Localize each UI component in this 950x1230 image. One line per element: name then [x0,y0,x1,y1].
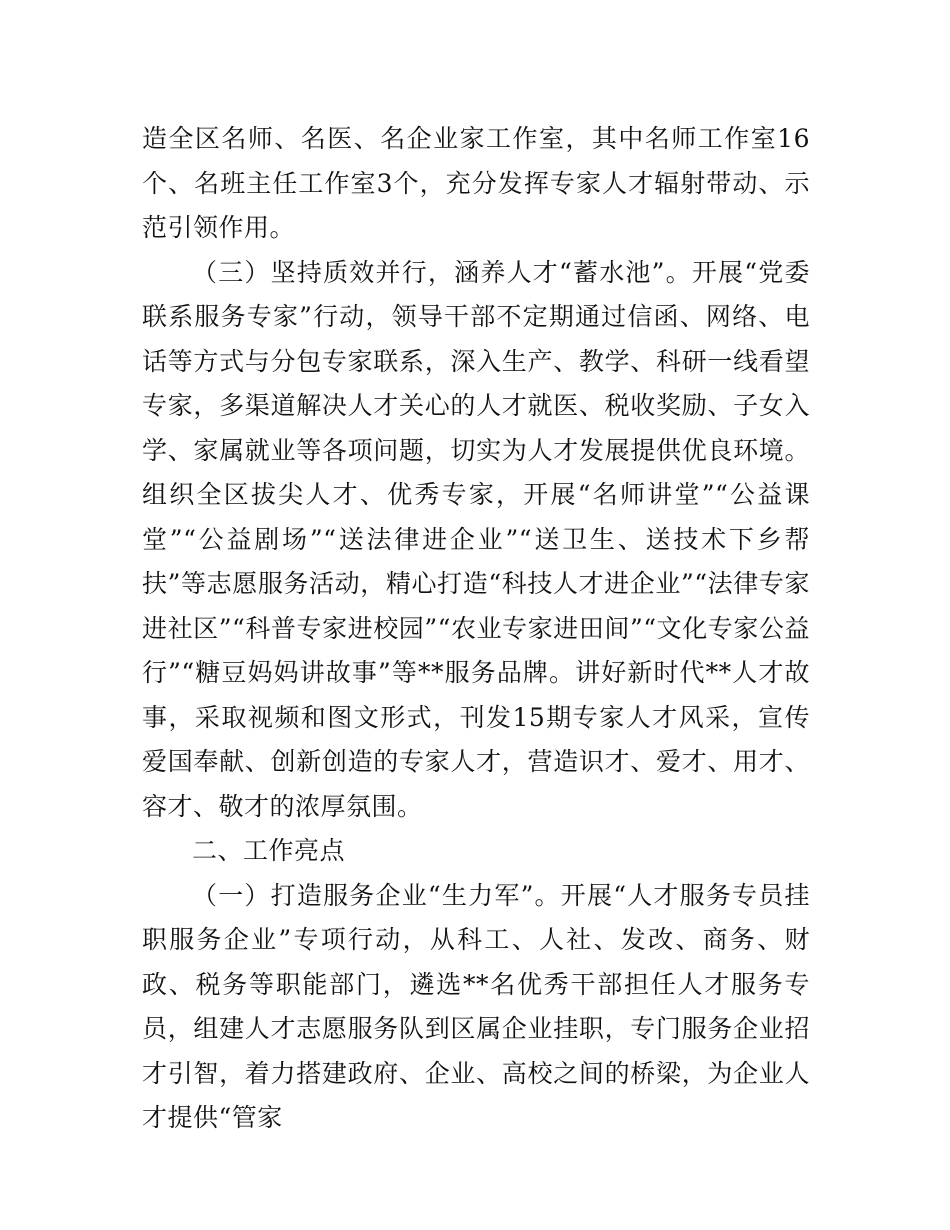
document-body [142,117,810,1141]
paragraph-continuation: 造全区名师、名医、名企业家工作室，其中名师工作室16个、名班主任工作室3个，充分发挥专家人才辐射带动、示范引领作用。 [142,124,810,242]
paragraph-highlight-1: （一）打造服务企业“生力军”。开展“人才服务专员挂职服务企业”专项行动，从科工、人社、发改、商务、财政、税务等职能部门，遴选**名优秀干部担任人才服务专员，组建人才志愿服务队到区属企业挂职，专门服务企业招才引智，着力搭建政府、企业、高校之间的桥梁，为企业人才提供“管家 [142,880,810,1132]
heading-work-highlights: 二、工作亮点 [192,836,346,865]
paragraph-section-3: （三）坚持质效并行，涵养人才“蓄水池”。开展“党委联系服务专家”行动，领导干部不定期通过信函、网络、电话等方式与分包专家联系，深入生产、教学、科研一线看望专家，多渠道解决人才关心的人才就医、税收奖励、子女入学、家属就业等各项问题，切实为人才发展提供优良环境。组织全区拔尖人才、优秀专家，开展“名师讲堂”“公益课堂”“公益剧场”“送法律进企业”“送卫生、送技术下乡帮扶”等志愿服务活动，精心打造“科技人才进企业”“法律专家进社区”“科普专家进校园”“农业专家进田间”“文化专家公益行”“糖豆妈妈讲故事”等**服务品牌。讲好新时代**人才故事，采取视频和图文形式，刊发15期专家人才风采，宣传爱国奉献、创新创造的专家人才，营造识才、爱才、用才、容才、敬才的浓厚氛围。 [142,257,810,821]
